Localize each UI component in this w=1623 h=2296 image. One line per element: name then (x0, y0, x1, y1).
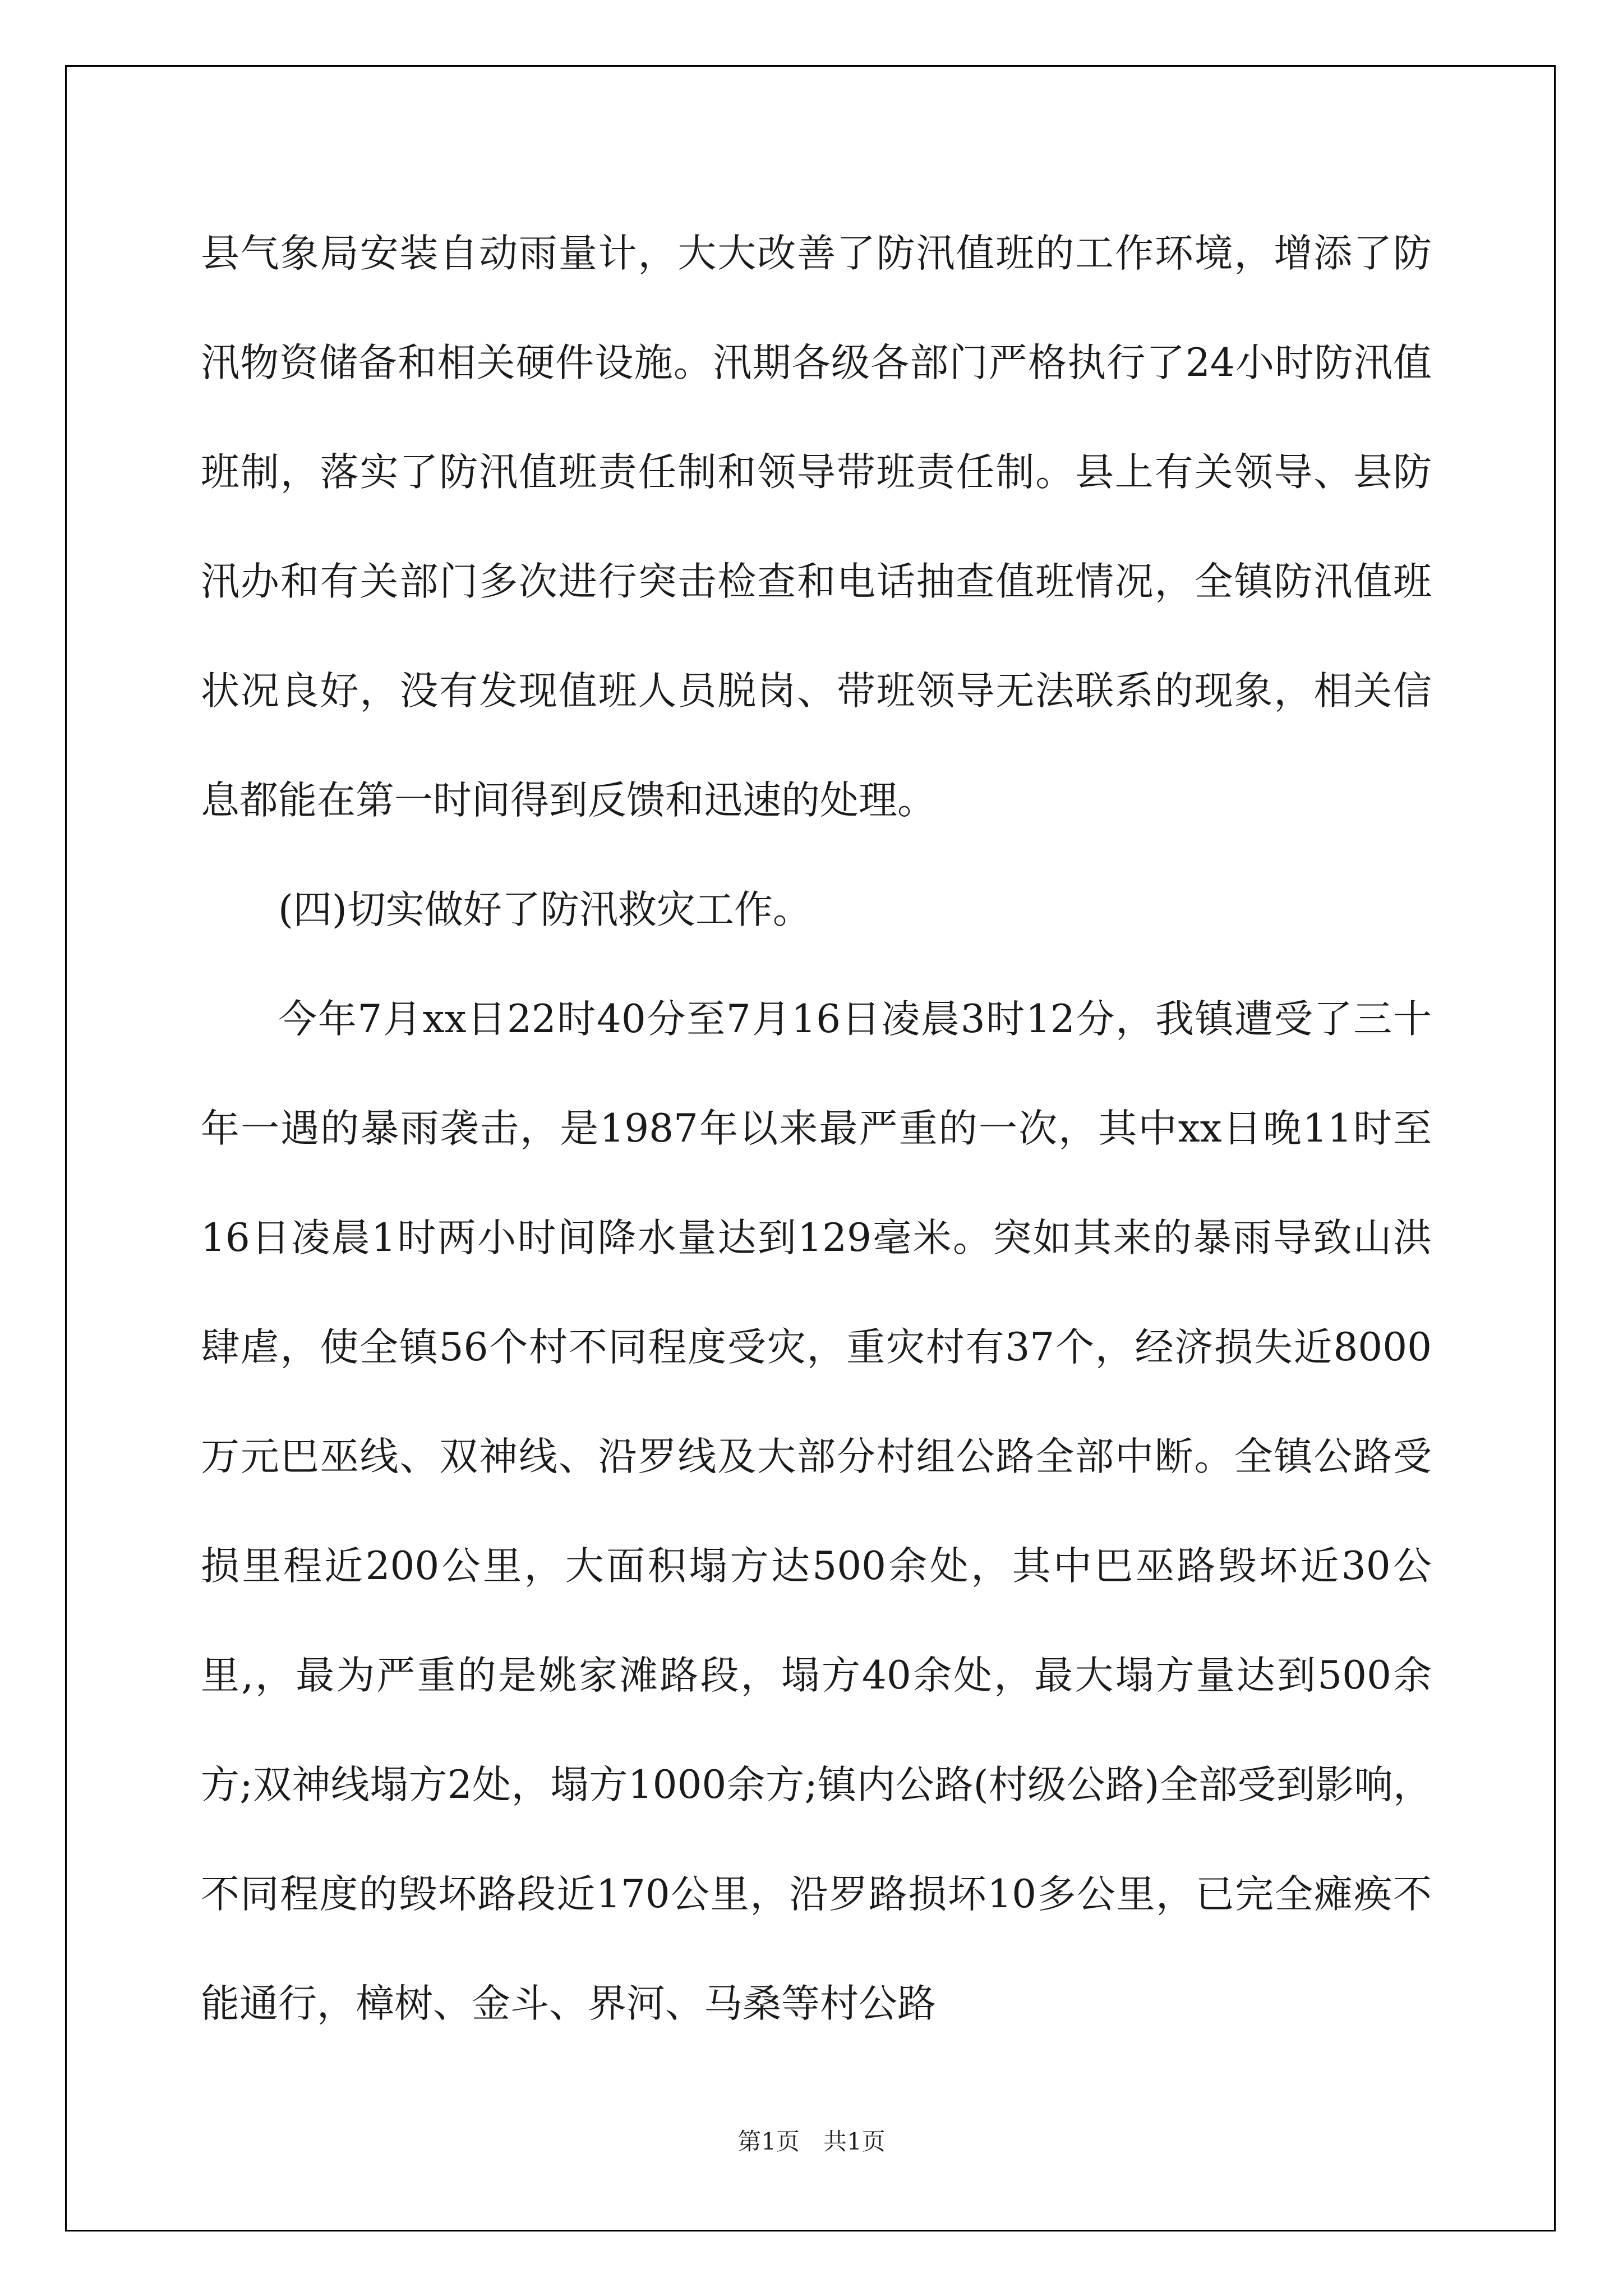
paragraph-1: 县气象局安装自动雨量计，大大改善了防汛值班的工作环境，增添了防汛物资储备和相关硬件设施。汛期各级各部门严格执行了24小时防汛值班制，落实了防汛值班责任制和领导带班责任制。县上有关领导、县防汛办和有关部门多次进行突击检查和电话抽查值班情况，全镇防汛值班状况良好，没有发现值班人员脱岗、带班领导无法联系的现象，相关信息都能在第一时间得到反馈和迅速的处理。 (201, 231, 1432, 823)
paragraph-3: 今年7月xx日22时40分至7月16日凌晨3时12分，我镇遭受了三十年一遇的暴雨袭击，是1987年以来最严重的一次，其中xx日晚11时至16日凌晨1时两小时间降水量达到129毫米。突如其来的暴雨导致山洪肆虐，使全镇56个村不同程度受灾，重灾村有37个，经济损失近8000万元巴巫线、双神线、沿罗线及大部分村组公路全部中断。全镇公路受损里程近200公里，大面积塌方达500余处，其中巴巫路毁坏近30公里,，最为严重的是姚家滩路段，塌方40余处，最大塌方量达到500余方;双神线塌方2处，塌方1000余方;镇内公路(村级公路)全部受到影响，不同程度的毁坏路段近170公里，沿罗路损坏10多公里，已完全瘫痪不能通行，樟树、金斗、界河、马桑等村公路 (201, 997, 1432, 2026)
page-footer: 第1页 共1页 (737, 2128, 886, 2155)
section-heading-4: (四)切实做好了防汛救灾工作。 (278, 887, 811, 932)
document-body (201, 199, 1432, 2059)
